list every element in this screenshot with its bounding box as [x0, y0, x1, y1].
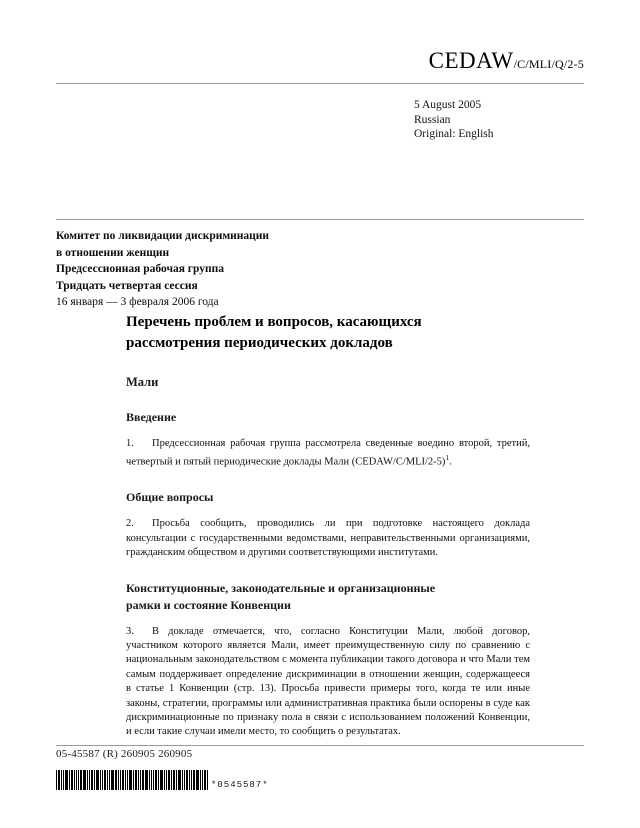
barcode	[56, 768, 269, 790]
document-body	[126, 312, 530, 740]
committee-divider	[56, 219, 584, 220]
distribution-block	[414, 98, 494, 142]
job-number: 05-45587 (R) 260905 260905	[56, 748, 193, 760]
document-symbol-main: CEDAW	[428, 48, 514, 73]
barcode-bars	[56, 770, 209, 790]
page-title	[126, 312, 530, 354]
committee-session: Тридцать четвертая сессия	[56, 279, 198, 292]
paragraph-3-number: 3.	[126, 625, 134, 637]
header-divider	[56, 83, 584, 84]
country-name: Мали	[126, 375, 159, 389]
page-title-line1: Перечень проблем и вопросов, касающихся	[126, 314, 422, 330]
paragraph-1-tail: .	[449, 456, 452, 468]
committee-block	[56, 228, 476, 311]
footer-divider	[56, 745, 584, 746]
committee-name-line2: в отношении женщин	[56, 246, 170, 259]
barcode-text: *0545587*	[211, 780, 269, 790]
distribution-original: Original: English	[414, 128, 494, 140]
paragraph-3	[126, 625, 530, 740]
distribution-language: Russian	[414, 113, 451, 126]
document-symbol	[429, 48, 584, 74]
committee-name-line1: Комитет по ликвидации дискриминации	[56, 230, 270, 242]
paragraph-3-text: В докладе отмечается, что, согласно Конституции Мали, любой договор, участником которого является Мали, имеет преимущественную силу по сравнению с национальным законодательством с момента публикации такого договора и что Мали тем самым поддерживает определение дискриминации в отношении женщин, содержащееся в статье 1 Конвенции (стр. 13). Просьба привести примеры того, когда те или иные законы, стратегии, программы или административная практика были оспорены в суде как дискриминационные по признаку пола в связи с использованием положений Конвенции, и если такие случаи имели место, то сообщить о результатах.	[126, 625, 530, 738]
paragraph-2	[126, 517, 530, 560]
paragraph-1	[126, 437, 530, 470]
page-title-line2: рассмотрения периодических докладов	[126, 335, 393, 351]
footnote-marker-1: 1	[445, 453, 450, 463]
paragraph-1-text: Предсессионная рабочая группа рассмотрела сведенные воедино второй, третий, четвертый и пятый периодические доклады Мали (CEDAW/C/MLI/2-5)	[126, 438, 530, 468]
section-heading-framework	[126, 580, 456, 614]
section-heading-framework-line1: Конституционные, законодательные и организационные	[126, 580, 436, 595]
committee-working-group: Предсессионная рабочая группа	[56, 263, 225, 275]
section-heading-framework-line2: рамки и состояние Конвенции	[126, 597, 291, 612]
document-symbol-suffix: /C/MLI/Q/2-5	[513, 57, 584, 71]
distribution-date: 5 August 2005	[414, 99, 482, 111]
paragraph-2-text: Просьба сообщить, проводились ли при подготовке настоящего доклада консультации с государственными ведомствами, неправительственными организациями, гражданским обществом и другими соответствующими институтами.	[126, 518, 530, 559]
section-heading-introduction: Введение	[126, 410, 177, 424]
paragraph-2-number: 2.	[126, 518, 134, 530]
paragraph-1-number: 1.	[126, 438, 134, 449]
section-heading-general-questions: Общие вопросы	[126, 490, 214, 505]
committee-session-dates: 16 января — 3 февраля 2006 года	[56, 296, 219, 308]
